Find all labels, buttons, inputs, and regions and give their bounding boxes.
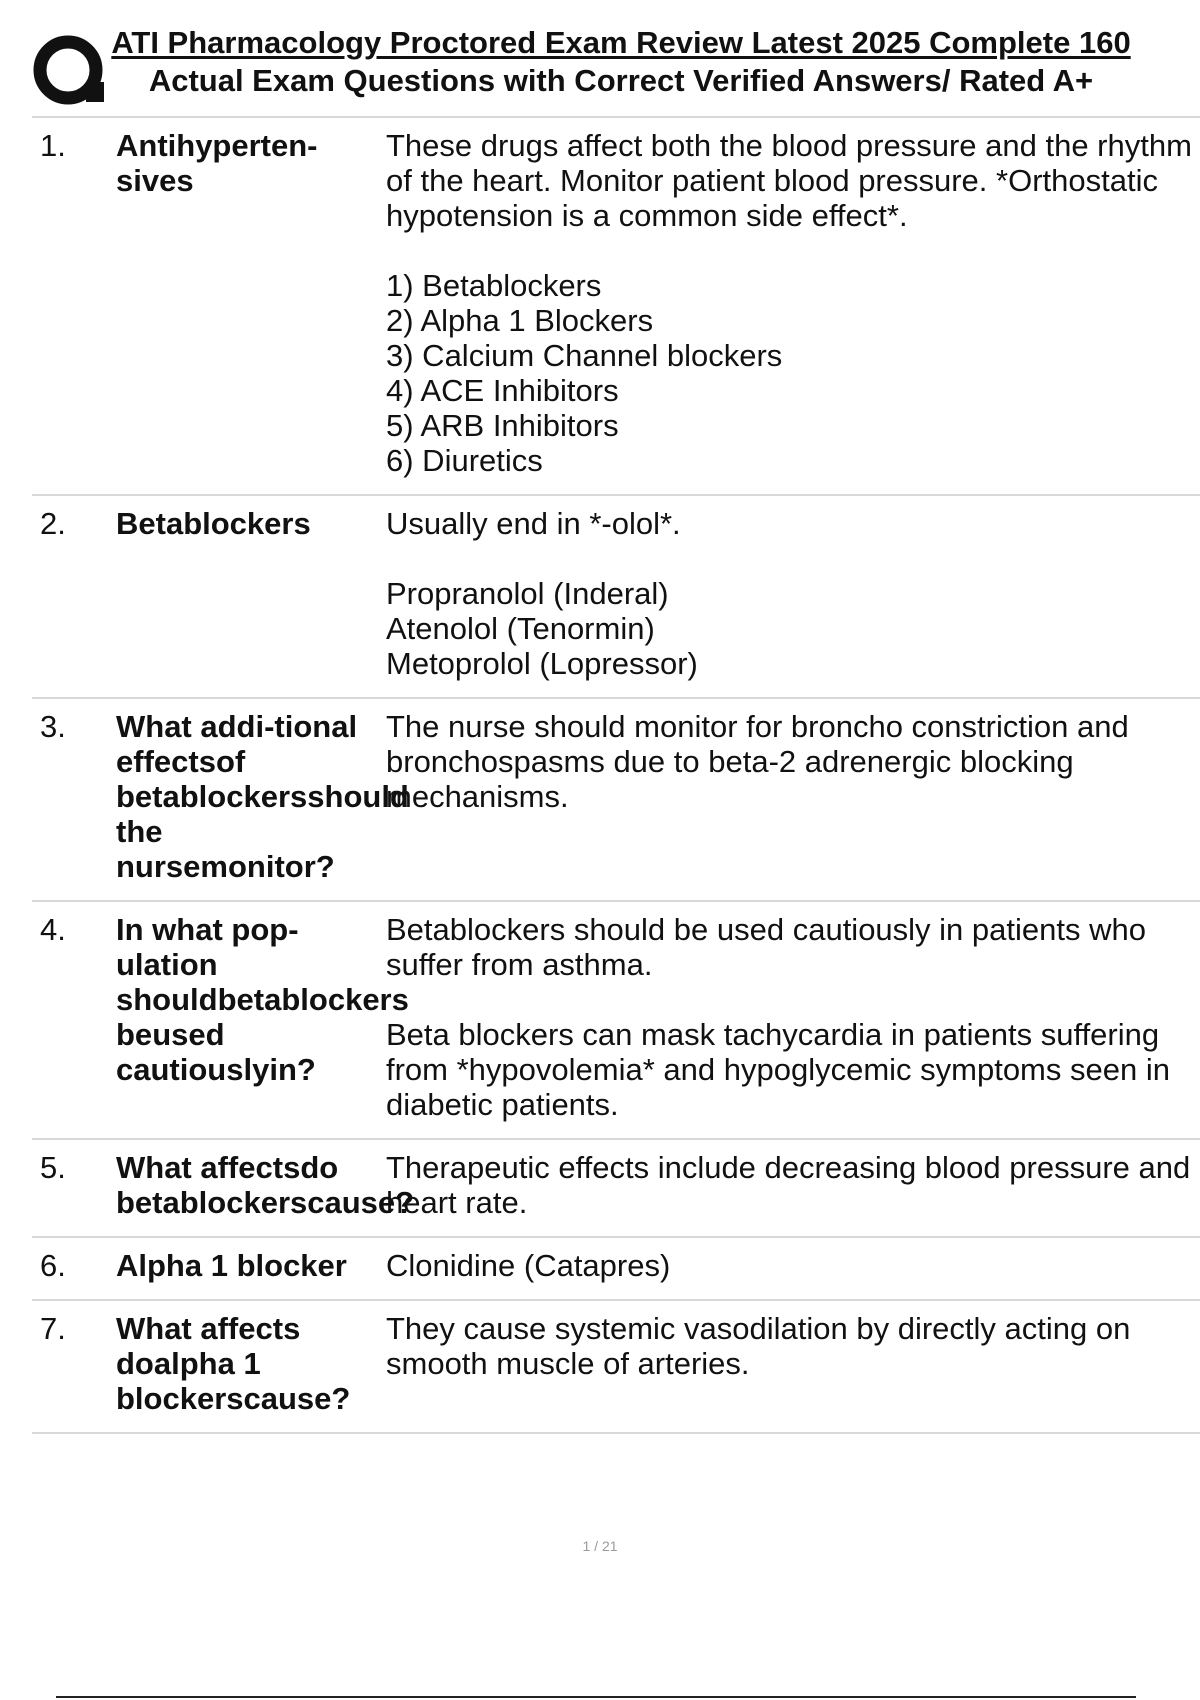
definition-paragraph: They cause systemic vasodilation by directly acting on smooth muscle of arteries.: [386, 1311, 1131, 1381]
question-number: 6.: [40, 1248, 66, 1283]
definition-list: Propranolol (Inderal) Atenolol (Tenormin) Metoprolol (Lopressor): [386, 576, 698, 681]
definition-paragraph: These drugs affect both the blood pressure and the rhythm of the heart. Monitor patient blood pressure. *Orthostatic hypotension is a common side effect*.: [386, 128, 1192, 233]
document-title: [56, 24, 1186, 100]
qa-row: [32, 1238, 1200, 1301]
question-number: 3.: [40, 709, 66, 744]
term: Betablockers: [116, 506, 311, 541]
term: What addi-tional effectsof betablockersshould the nursemonitor?: [116, 709, 409, 884]
definition: [386, 1248, 1200, 1283]
definition: [386, 912, 1200, 1122]
qa-row: [32, 496, 1200, 699]
term: Alpha 1 blocker: [116, 1248, 347, 1283]
page-indicator: 1 / 21: [582, 1538, 618, 1554]
term: Antihyperten-sives: [116, 128, 318, 198]
title-line-2: Actual Exam Questions with Correct Verified Answers/ Rated A+: [148, 63, 1094, 98]
definition: [386, 506, 1200, 681]
definition-paragraph: Therapeutic effects include decreasing blood pressure and heart rate.: [386, 1150, 1191, 1220]
definition-paragraph: Clonidine (Catapres): [386, 1248, 671, 1283]
definition: [386, 1150, 1200, 1220]
question-number: 1.: [40, 128, 66, 163]
term: What affects doalpha 1 blockerscause?: [116, 1311, 351, 1416]
term: What affectsdo betablockerscause?: [116, 1150, 415, 1220]
definition: [386, 128, 1200, 478]
qa-row: [32, 699, 1200, 902]
definition-list: 1) Betablockers 2) Alpha 1 Blockers 3) Calcium Channel blockers 4) ACE Inhibitors 5) ARB Inhibitors 6) Diuretics: [386, 268, 783, 478]
definition-paragraph: Usually end in *-olol*.: [386, 506, 681, 541]
qa-row: [32, 118, 1200, 496]
qa-row: [32, 1140, 1200, 1238]
title-line-1: ATI Pharmacology Proctored Exam Review Latest 2025 Complete 160: [111, 25, 1131, 60]
question-number: 5.: [40, 1150, 66, 1185]
footer-divider: [56, 1696, 1136, 1698]
term: In what pop-ulation shouldbetablockers beused cautiouslyin?: [116, 912, 409, 1087]
definition: [386, 709, 1200, 884]
question-number: 2.: [40, 506, 66, 541]
qa-row: [32, 902, 1200, 1140]
definition-paragraph: The nurse should monitor for broncho constriction and bronchospasms due to beta-2 adrenergic blocking mechanisms.: [386, 709, 1129, 814]
definition-paragraph: Beta blockers can mask tachycardia in patients suffering from *hypovolemia* and hypoglycemic symptoms seen in diabetic patients.: [386, 1017, 1170, 1122]
qa-list: [32, 118, 1200, 1434]
definition: [386, 1311, 1200, 1416]
definition-paragraph: Betablockers should be used cautiously in patients who suffer from asthma.: [386, 912, 1146, 982]
question-number: 7.: [40, 1311, 66, 1346]
question-number: 4.: [40, 912, 66, 947]
qa-row: [32, 1301, 1200, 1434]
